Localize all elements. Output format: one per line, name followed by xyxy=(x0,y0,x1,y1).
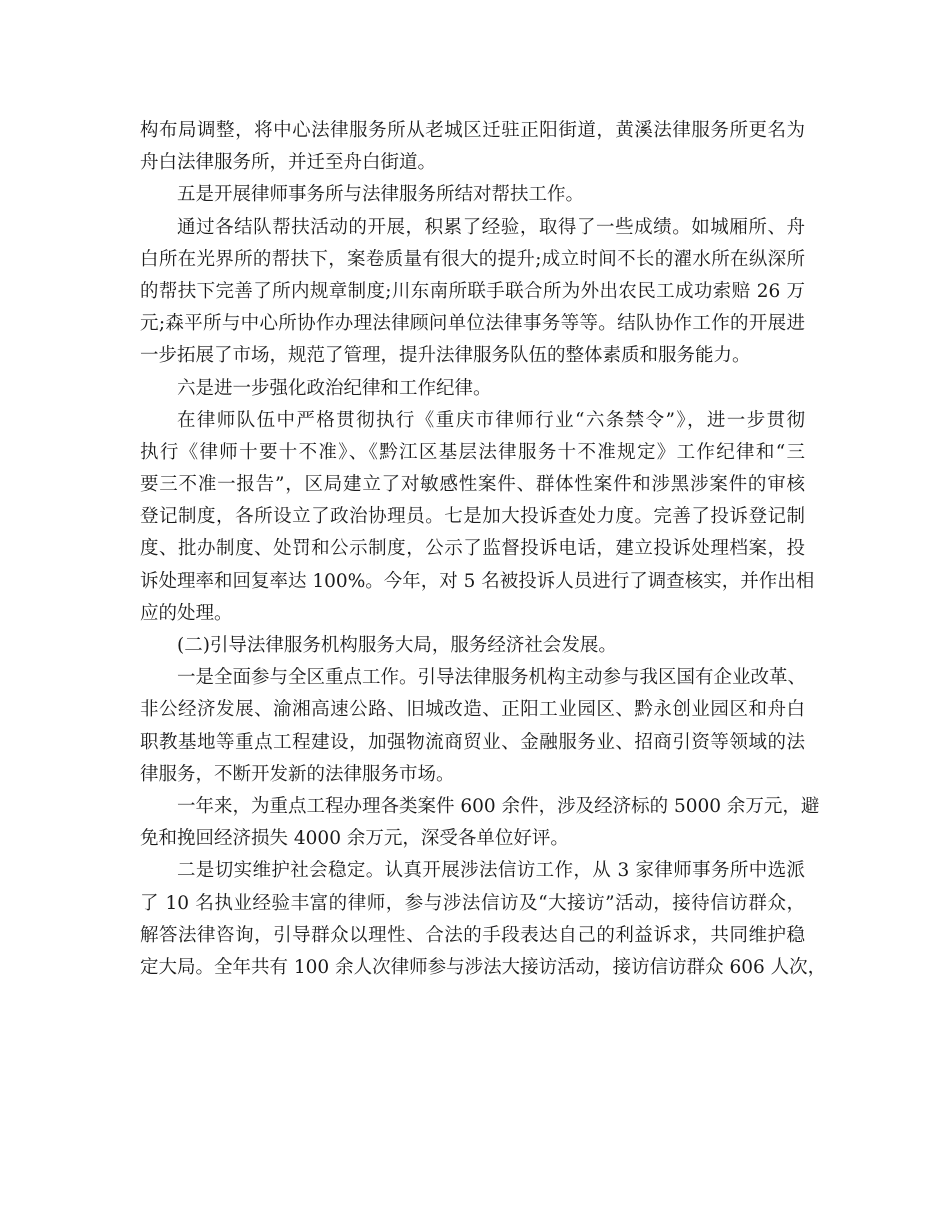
text-line: 一步拓展了市场，规范了管理，提升法律服务队伍的整体素质和服务能力。 xyxy=(140,345,751,367)
text-line: 二是切实维护社会稳定。认真开展涉法信访工作，从 3 家律师事务所中选派 xyxy=(177,860,805,882)
text-line: 律服务，不断开发新的法律服务市场。 xyxy=(140,763,455,785)
paragraph-heading: 六是进一步强化政治纪律和工作纪律。 xyxy=(177,377,492,399)
text-line: 通过各结队帮扶活动的开展，积累了经验，取得了一些成绩。如城厢所、舟 xyxy=(177,216,805,238)
paragraph-heading: 五是开展律师事务所与法律服务所结对帮扶工作。 xyxy=(177,184,585,206)
text-line: 白所在光界所的帮扶下，案卷质量有很大的提升;成立时间不长的濯水所在纵深所 xyxy=(140,248,805,270)
text-line: 构布局调整，将中心法律服务所从老城区迁驻正阳街道，黄溪法律服务所更名为 xyxy=(140,120,805,141)
text-line: 免和挽回经济损失 4000 余万元，深受各单位好评。 xyxy=(140,828,569,850)
section-heading: (二)引导法律服务机构服务大局，服务经济社会发展。 xyxy=(177,635,617,656)
text-line: 了 10 名执业经验丰富的律师，参与涉法信访及“大接访”活动，接待信访群众， xyxy=(140,892,805,914)
text-line: 登记制度，各所设立了政治协理员。七是加大投诉查处力度。完善了投诉登记制 xyxy=(140,506,805,528)
document-body xyxy=(140,115,827,984)
text-line: 解答法律咨询，引导群众以理性、合法的手段表达自己的利益诉求，共同维护稳 xyxy=(140,924,805,946)
text-line: 执行《律师十要十不准》、《黔江区基层法律服务十不准规定》工作纪律和“三 xyxy=(140,441,805,463)
text-line: 定大局。全年共有 100 余人次律师参与涉法大接访活动，接访信访群众 606 人次， xyxy=(140,956,827,978)
text-line: 一是全面参与全区重点工作。引导法律服务机构主动参与我区国有企业改革、 xyxy=(177,667,807,689)
text-line: 要三不准一报告”，区局建立了对敏感性案件、群体性案件和涉黑涉案件的审核 xyxy=(140,474,805,496)
text-line: 应的处理。 xyxy=(140,602,233,624)
text-line: 的帮扶下完善了所内规章制度;川东南所联手联合所为外出农民工成功索赔 26 万 xyxy=(140,280,805,302)
text-line: 在律师队伍中严格贯彻执行《重庆市律师行业“六条禁令”》，进一步贯彻 xyxy=(177,409,805,431)
text-line: 舟白法律服务所，并迁至舟白街道。 xyxy=(140,152,437,174)
text-line: 元;森平所与中心所协作办理法律顾问单位法律事务等等。结队协作工作的开展进 xyxy=(140,313,805,335)
text-line: 诉处理率和回复率达 100%。今年，对 5 名被投诉人员进行了调查核实，并作出相 xyxy=(140,570,815,592)
text-line: 非公经济发展、渝湘高速公路、旧城改造、正阳工业园区、黔永创业园区和舟白 xyxy=(140,699,805,721)
text-line: 一年来，为重点工程办理各类案件 600 余件，涉及经济标的 5000 余万元，避 xyxy=(177,795,820,817)
text-line: 度、批办制度、处罚和公示制度，公示了监督投诉电话，建立投诉处理档案，投 xyxy=(140,538,805,560)
text-line: 职教基地等重点工程建设，加强物流商贸业、金融服务业、招商引资等领域的法 xyxy=(140,731,805,753)
